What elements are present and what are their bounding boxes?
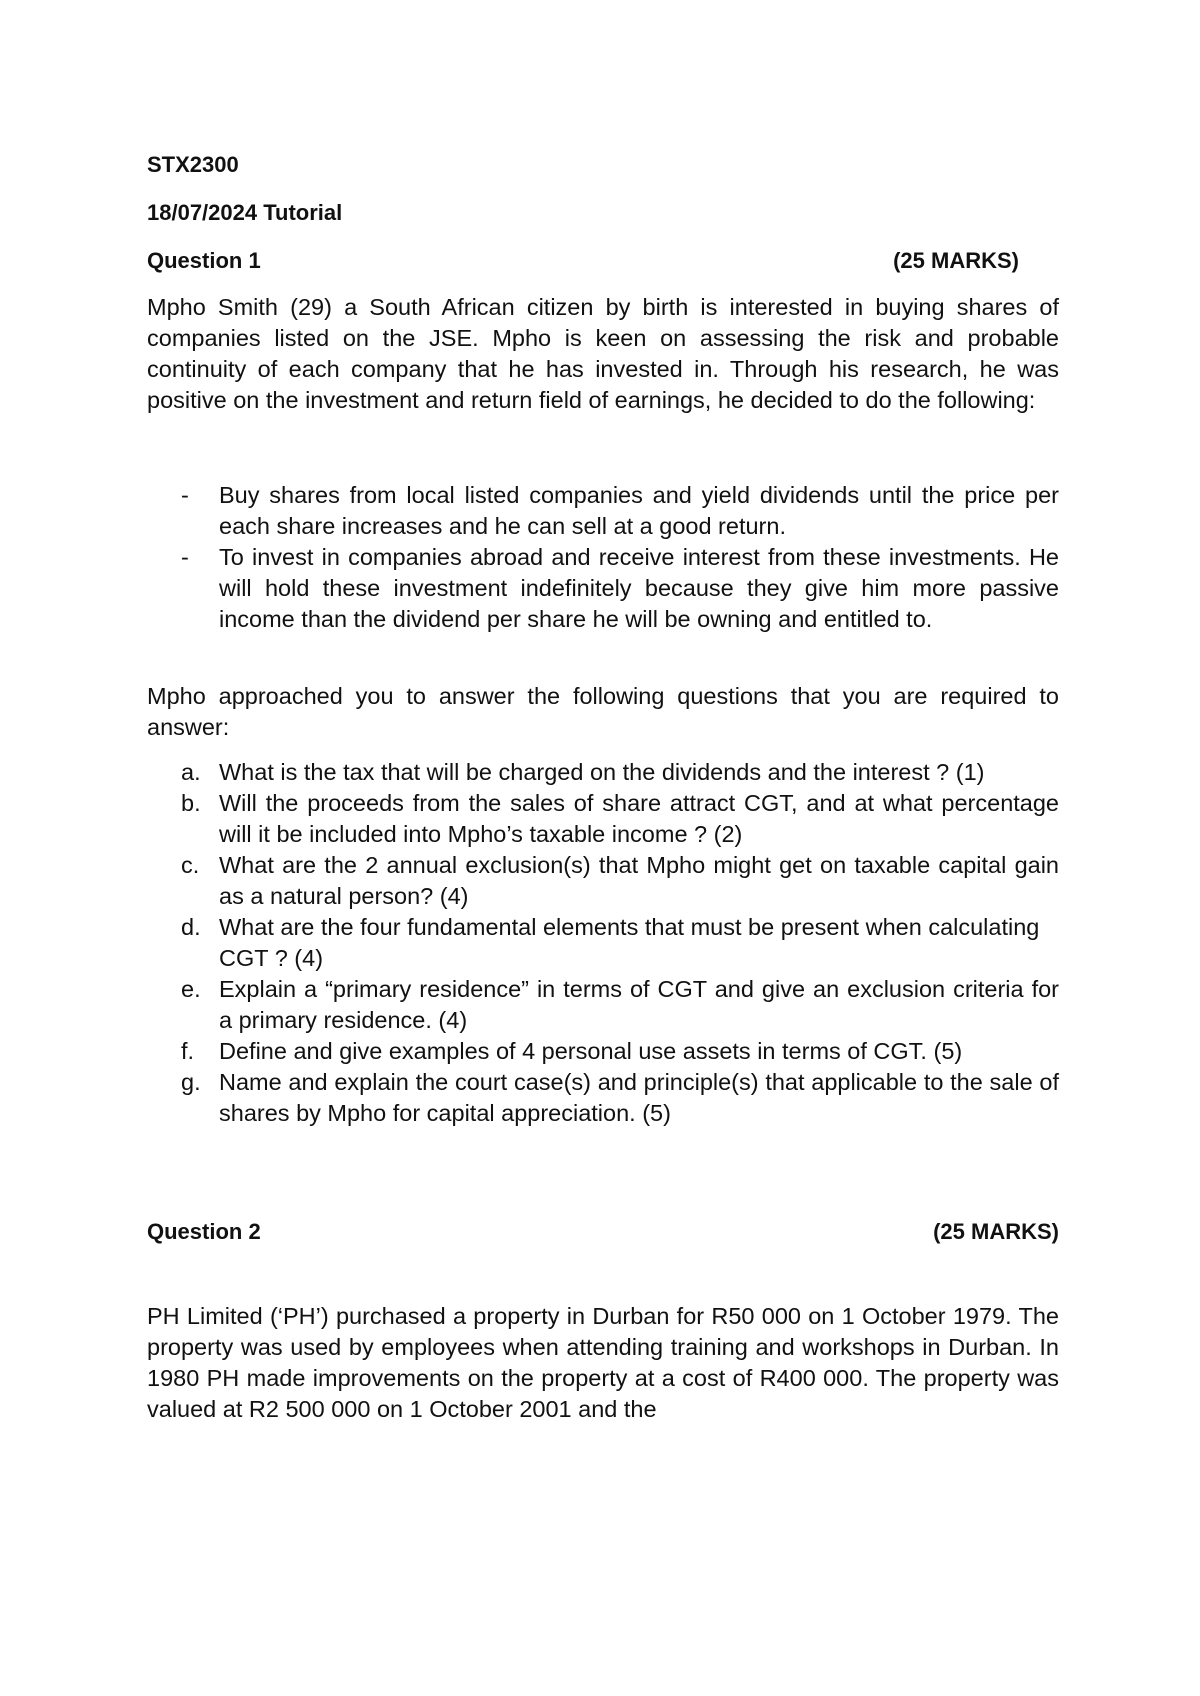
- dash-marker: -: [181, 544, 189, 570]
- sub-question-letter: d.: [181, 914, 201, 940]
- sub-question-list: [147, 757, 1059, 1129]
- sub-question-text: Will the proceeds from the sales of share attract CGT, and at what percentage will it be included into Mpho’s taxable income ? (2): [219, 790, 1059, 847]
- sub-question-f: [147, 1036, 1059, 1067]
- sub-question-a: [147, 757, 1059, 788]
- question-2-body: PH Limited (‘PH’) purchased a property in Durban for R50 000 on 1 October 1979. The property was used by employees when attending training and workshops in Durban. In 1980 PH made improvements on the property at a cost of R400 000. The property was valued at R2 500 000 on 1 October 2001 and the: [147, 1303, 1059, 1422]
- sub-question-text: Explain a “primary residence” in terms of CGT and give an exclusion criteria for a primary residence. (4): [219, 976, 1059, 1033]
- investment-plan-list: [147, 480, 1059, 635]
- list-item-text: To invest in companies abroad and receive interest from these investments. He will hold these investment indefinitely because they give him more passive income than the dividend per share he will be owning and entitled to.: [219, 544, 1059, 632]
- sub-question-c: [147, 850, 1059, 912]
- question-1-ask: Mpho approached you to answer the following questions that you are required to answer:: [147, 683, 1059, 740]
- question-2-header: [147, 1215, 1059, 1249]
- sub-question-text: What is the tax that will be charged on the dividends and the interest ? (1): [219, 759, 985, 785]
- sub-question-text: What are the four fundamental elements that must be present when calculating: [219, 914, 1040, 940]
- date-line: 18/07/2024 Tutorial: [147, 200, 343, 225]
- sub-question-letter: f.: [181, 1038, 195, 1064]
- sub-question-text-continued: CGT ? (4): [219, 945, 324, 971]
- question-1-header: [147, 244, 1019, 278]
- sub-question-text: What are the 2 annual exclusion(s) that Mpho might get on taxable capital gain as a natural person? (4): [219, 852, 1059, 909]
- list-item: [147, 480, 1059, 542]
- sub-question-e: [147, 974, 1059, 1036]
- sub-question-text: Name and explain the court case(s) and principle(s) that applicable to the sale of shares by Mpho for capital appreciation. (5): [219, 1069, 1059, 1126]
- list-item: [147, 542, 1059, 635]
- list-item-text: Buy shares from local listed companies and yield dividends until the price per each share increases and he can sell at a good return.: [219, 482, 1059, 539]
- question-1-title: Question 1: [147, 248, 261, 273]
- question-2-marks: (25 MARKS): [933, 1219, 1059, 1244]
- course-code: STX2300: [147, 152, 239, 177]
- sub-question-g: [147, 1067, 1059, 1129]
- sub-question-letter: c.: [181, 852, 200, 878]
- sub-question-letter: e.: [181, 976, 201, 1002]
- sub-question-d: [147, 912, 1059, 974]
- document-page: [147, 148, 1059, 1425]
- sub-question-text: Define and give examples of 4 personal use assets in terms of CGT. (5): [219, 1038, 963, 1064]
- question-1-intro: Mpho Smith (29) a South African citizen by birth is interested in buying shares of companies listed on the JSE. Mpho is keen on assessing the risk and probable continuity of each company that he has invested in. Through his research, he was positive on the investment and return field of earnings, he decided to do the following:: [147, 294, 1059, 413]
- sub-question-b: [147, 788, 1059, 850]
- question-2-title: Question 2: [147, 1219, 261, 1244]
- sub-question-letter: b.: [181, 790, 201, 816]
- sub-question-letter: a.: [181, 759, 201, 785]
- question-1-marks: (25 MARKS): [893, 248, 1019, 273]
- sub-question-letter: g.: [181, 1069, 201, 1095]
- dash-marker: -: [181, 482, 189, 508]
